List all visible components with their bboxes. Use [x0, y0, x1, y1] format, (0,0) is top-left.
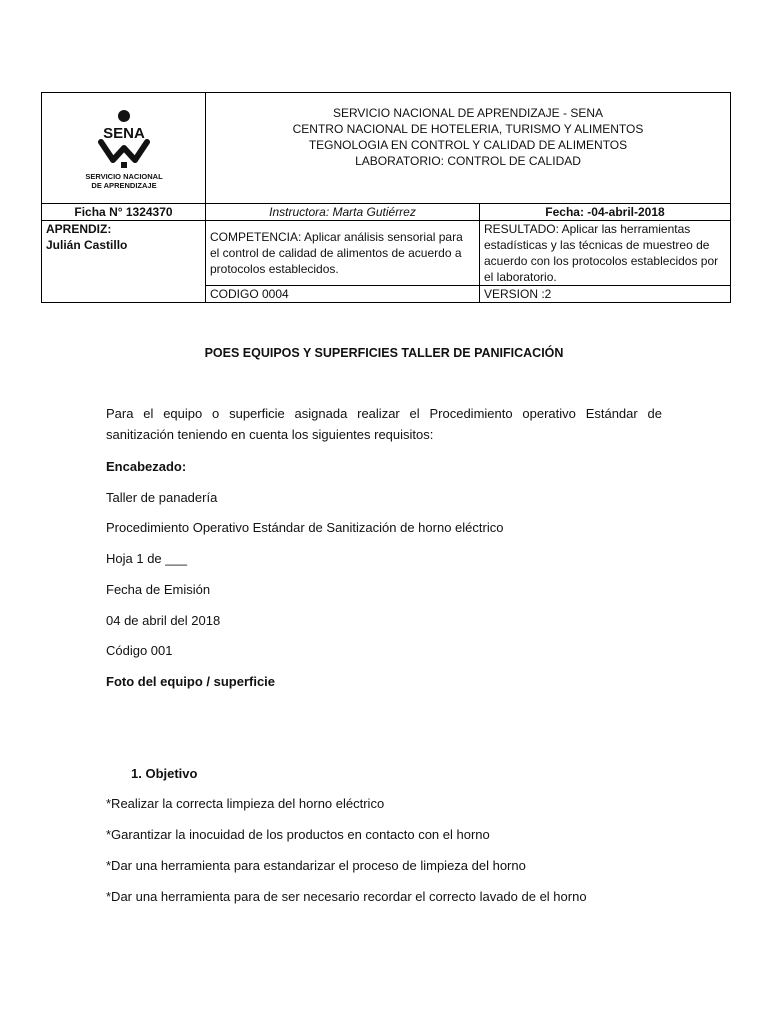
objetivo-heading: 1. Objetivo	[131, 766, 198, 781]
fecha-cell: Fecha: -04-abril-2018	[480, 204, 731, 221]
encabezado-label: Encabezado:	[106, 459, 187, 474]
title-line-3: TEGNOLOGIA EN CONTROL Y CALIDAD DE ALIMENTOS	[308, 138, 628, 152]
header-line-hoja: Hoja 1 de ___	[106, 551, 187, 566]
header-line-fecha-emision: Fecha de Emisión	[106, 582, 211, 597]
codigo-cell: CODIGO 0004	[206, 286, 480, 303]
institution-title	[206, 93, 731, 204]
intro-paragraph: Para el equipo o superficie asignada realizar el Procedimiento operativo Estándar de sanitización teniendo en cuenta los siguientes requisitos:	[106, 406, 662, 442]
objetivo-item-1: *Realizar la correcta limpieza del horno eléctrico	[106, 796, 385, 811]
ficha-cell: Ficha N° 1324370	[42, 204, 206, 221]
competencia-cell: COMPETENCIA: Aplicar análisis sensorial para el control de calidad de alimentos de acuerdo a protocolos establecidos.	[206, 221, 480, 286]
header-line-procedimiento: Procedimiento Operativo Estándar de Sanitización de horno eléctrico	[106, 520, 504, 535]
resultado-cell: RESULTADO: Aplicar las herramientas estadísticas y las técnicas de muestreo de acuerdo con los protocolos establecidos por el laboratorio.	[480, 221, 731, 286]
sena-caption-1: SERVICIO NACIONAL	[84, 172, 163, 181]
instructora-cell: Instructora: Marta Gutiérrez	[206, 204, 480, 221]
logo-cell	[42, 93, 206, 204]
sena-wordmark: SENA	[102, 125, 145, 142]
foto-label: Foto del equipo / superficie	[106, 674, 276, 689]
header-line-taller: Taller de panadería	[106, 490, 218, 505]
title-line-1: SERVICIO NACIONAL DE APRENDIZAJE - SENA	[332, 106, 604, 120]
header-line-codigo: Código 001	[106, 643, 173, 658]
objetivo-item-2: *Garantizar la inocuidad de los productos en contacto con el horno	[106, 827, 490, 842]
objetivo-item-4: *Dar una herramienta para de ser necesario recordar el correcto lavado de el horno	[106, 889, 587, 904]
sena-logo	[69, 108, 179, 192]
header-line-fecha: 04 de abril del 2018	[106, 613, 221, 628]
document-title: POES EQUIPOS Y SUPERFICIES TALLER DE PANIFICACIÓN	[204, 346, 564, 360]
objetivo-item-3: *Dar una herramienta para estandarizar el proceso de limpieza del horno	[106, 858, 526, 873]
aprendiz-cell	[42, 221, 206, 303]
aprendiz-name: Julián Castillo	[46, 238, 128, 252]
version-cell: VERSION :2	[480, 286, 731, 303]
title-line-2: CENTRO NACIONAL DE HOTELERIA, TURISMO Y ALIMENTOS	[292, 122, 644, 136]
aprendiz-label: APRENDIZ:	[46, 222, 112, 236]
header-table	[41, 92, 731, 303]
sena-caption-2: DE APRENDIZAJE	[90, 181, 157, 190]
title-line-4: LABORATORIO: CONTROL DE CALIDAD	[355, 154, 581, 168]
